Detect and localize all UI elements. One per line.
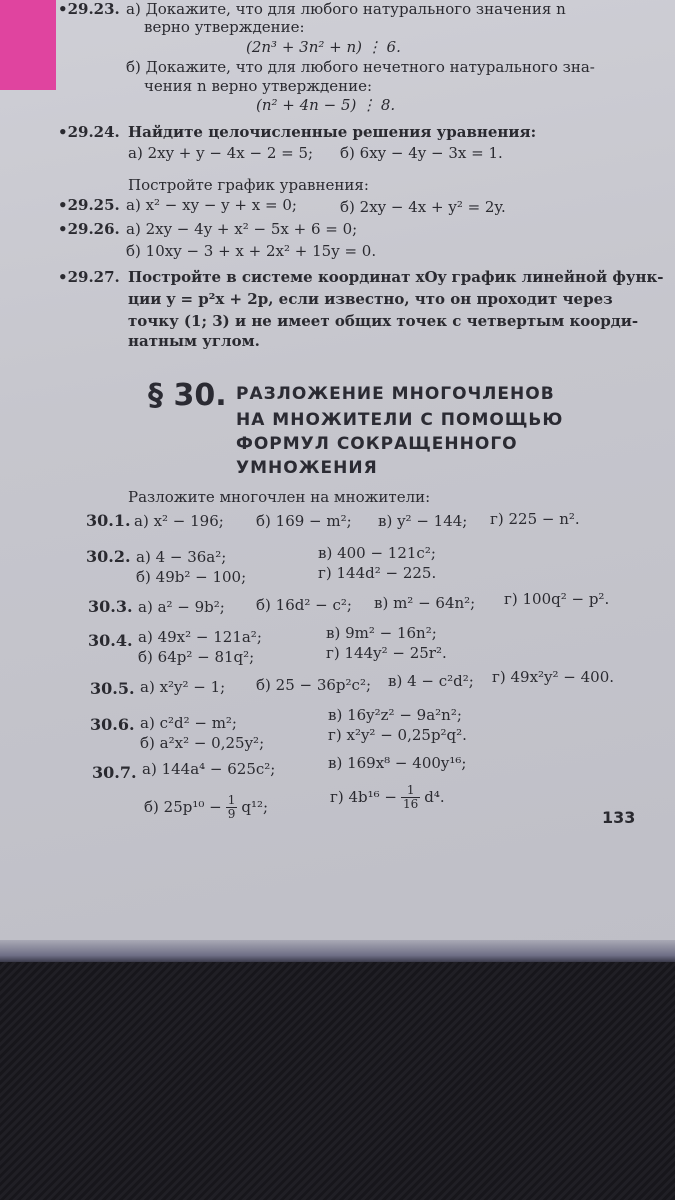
- fraction-numerator: 1: [227, 792, 236, 807]
- problem-item: б) 169 − m²;: [256, 512, 352, 530]
- problem-label: 30.2.: [86, 547, 131, 566]
- fraction: [401, 784, 420, 811]
- section-title-line: РАЗЛОЖЕНИЕ МНОГОЧЛЕНОВ: [236, 384, 555, 404]
- problem-item: в) 4 − c²d²;: [388, 672, 474, 690]
- problem-item: г) 144d² − 225.: [318, 564, 437, 582]
- problem-item: г) 100q² − p².: [504, 590, 610, 608]
- pink-sticky-note: [0, 0, 56, 90]
- problem-text: б) Докажите, что для любого нечетного натурального зна-: [126, 58, 595, 76]
- problem-item: а) 2xy − 4y + x² − 5x + 6 = 0;: [126, 220, 358, 238]
- problem-label: 30.4.: [88, 631, 133, 650]
- problem-label: •29.23.: [58, 0, 120, 18]
- section-title-line: НА МНОЖИТЕЛИ С ПОМОЩЬЮ: [236, 410, 564, 430]
- problem-item: б) 2xy − 4x + y² = 2y.: [340, 198, 506, 216]
- expr-part: г) 4b¹⁶ −: [330, 788, 397, 806]
- problem-item: а) 2xy + y − 4x − 2 = 5;: [128, 144, 314, 162]
- problem-item: в) 400 − 121c²;: [318, 544, 436, 562]
- instruction: Разложите многочлен на множители:: [128, 488, 431, 506]
- problem-item: в) m² − 64n²;: [374, 594, 476, 612]
- problem-item: а) x²y² − 1;: [140, 678, 226, 696]
- problem-item: г) 225 − n².: [490, 510, 580, 528]
- problem-item-fraction: [330, 780, 445, 814]
- problem-item: б) 25 − 36p²c²;: [256, 676, 372, 694]
- problem-label: 30.7.: [92, 763, 137, 782]
- fraction-denominator: 16: [403, 796, 419, 811]
- problem-item: б) 16d² − c²;: [256, 596, 352, 614]
- problem-item: б) 10xy − 3 + x + 2x² + 15y = 0.: [126, 242, 377, 260]
- fraction-denominator: 9: [227, 806, 236, 821]
- problem-intro: Постройте график уравнения:: [128, 176, 369, 194]
- formula: (2n³ + 3n² + n) ⋮ 6.: [246, 38, 401, 56]
- problem-label: •29.24.: [58, 123, 120, 141]
- problem-label: 30.1.: [86, 511, 131, 530]
- problem-label: •29.27.: [58, 268, 120, 286]
- problem-item: в) y² − 144;: [378, 512, 468, 530]
- problem-text: ции y = p²x + 2p, если известно, что он проходит через: [128, 290, 613, 308]
- problem-item: г) x²y² − 0,25p²q².: [328, 726, 467, 744]
- page-number: 133: [602, 808, 636, 827]
- problem-text: верно утверждение:: [144, 18, 305, 36]
- problem-text: чения n верно утверждение:: [144, 77, 373, 95]
- problem-label: 30.5.: [90, 679, 135, 698]
- expr-part: q¹²;: [241, 798, 269, 816]
- problem-item: в) 9m² − 16n²;: [326, 624, 437, 642]
- problem-item: а) 4 − 36a²;: [136, 548, 227, 566]
- problem-item-fraction: [144, 790, 268, 824]
- problem-text: Найдите целочисленные решения уравнения:: [128, 123, 537, 141]
- section-number: § 30.: [148, 378, 227, 413]
- problem-label: •29.26.: [58, 220, 120, 238]
- problem-item: а) x² − 196;: [134, 512, 224, 530]
- problem-text: а) Докажите, что для любого натурального значения n: [126, 0, 566, 18]
- formula: (n² + 4n − 5) ⋮ 8.: [256, 96, 396, 114]
- fraction: [226, 794, 238, 821]
- dark-fabric-background: [0, 962, 675, 1200]
- expr-part: d⁴.: [424, 788, 445, 806]
- problem-item: а) 144a⁴ − 625c²;: [142, 760, 276, 778]
- fraction-numerator: 1: [406, 782, 415, 797]
- problem-text: точку (1; 3) и не имеет общих точек с четвертым коорди-: [128, 312, 639, 330]
- problem-item: г) 49x²y² − 400.: [492, 668, 615, 686]
- expr-part: б) 25p¹⁰ −: [144, 798, 222, 816]
- problem-label: 30.6.: [90, 715, 135, 734]
- problem-item: б) a²x² − 0,25y²;: [140, 734, 265, 752]
- problem-item: в) 16y²z² − 9a²n²;: [328, 706, 462, 724]
- problem-item: а) 49x² − 121a²;: [138, 628, 262, 646]
- problem-item: б) 49b² − 100;: [136, 568, 247, 586]
- problem-item: а) x² − xy − y + x = 0;: [126, 196, 297, 214]
- section-title-line: УМНОЖЕНИЯ: [236, 458, 378, 478]
- problem-label: •29.25.: [58, 196, 120, 214]
- problem-text: натным углом.: [128, 332, 260, 350]
- problem-item: а) a² − 9b²;: [138, 598, 225, 616]
- problem-label: 30.3.: [88, 597, 133, 616]
- problem-item: б) 64p² − 81q²;: [138, 648, 255, 666]
- problem-item: г) 144y² − 25r².: [326, 644, 447, 662]
- page-edge: [0, 940, 675, 962]
- problem-item: б) 6xy − 4y − 3x = 1.: [340, 144, 503, 162]
- problem-text: Постройте в системе координат xOy график линейной функ-: [128, 268, 664, 286]
- problem-item: а) c²d² − m²;: [140, 714, 237, 732]
- section-title-line: ФОРМУЛ СОКРАЩЕННОГО: [236, 434, 518, 454]
- problem-item: в) 169x⁸ − 400y¹⁶;: [328, 754, 467, 772]
